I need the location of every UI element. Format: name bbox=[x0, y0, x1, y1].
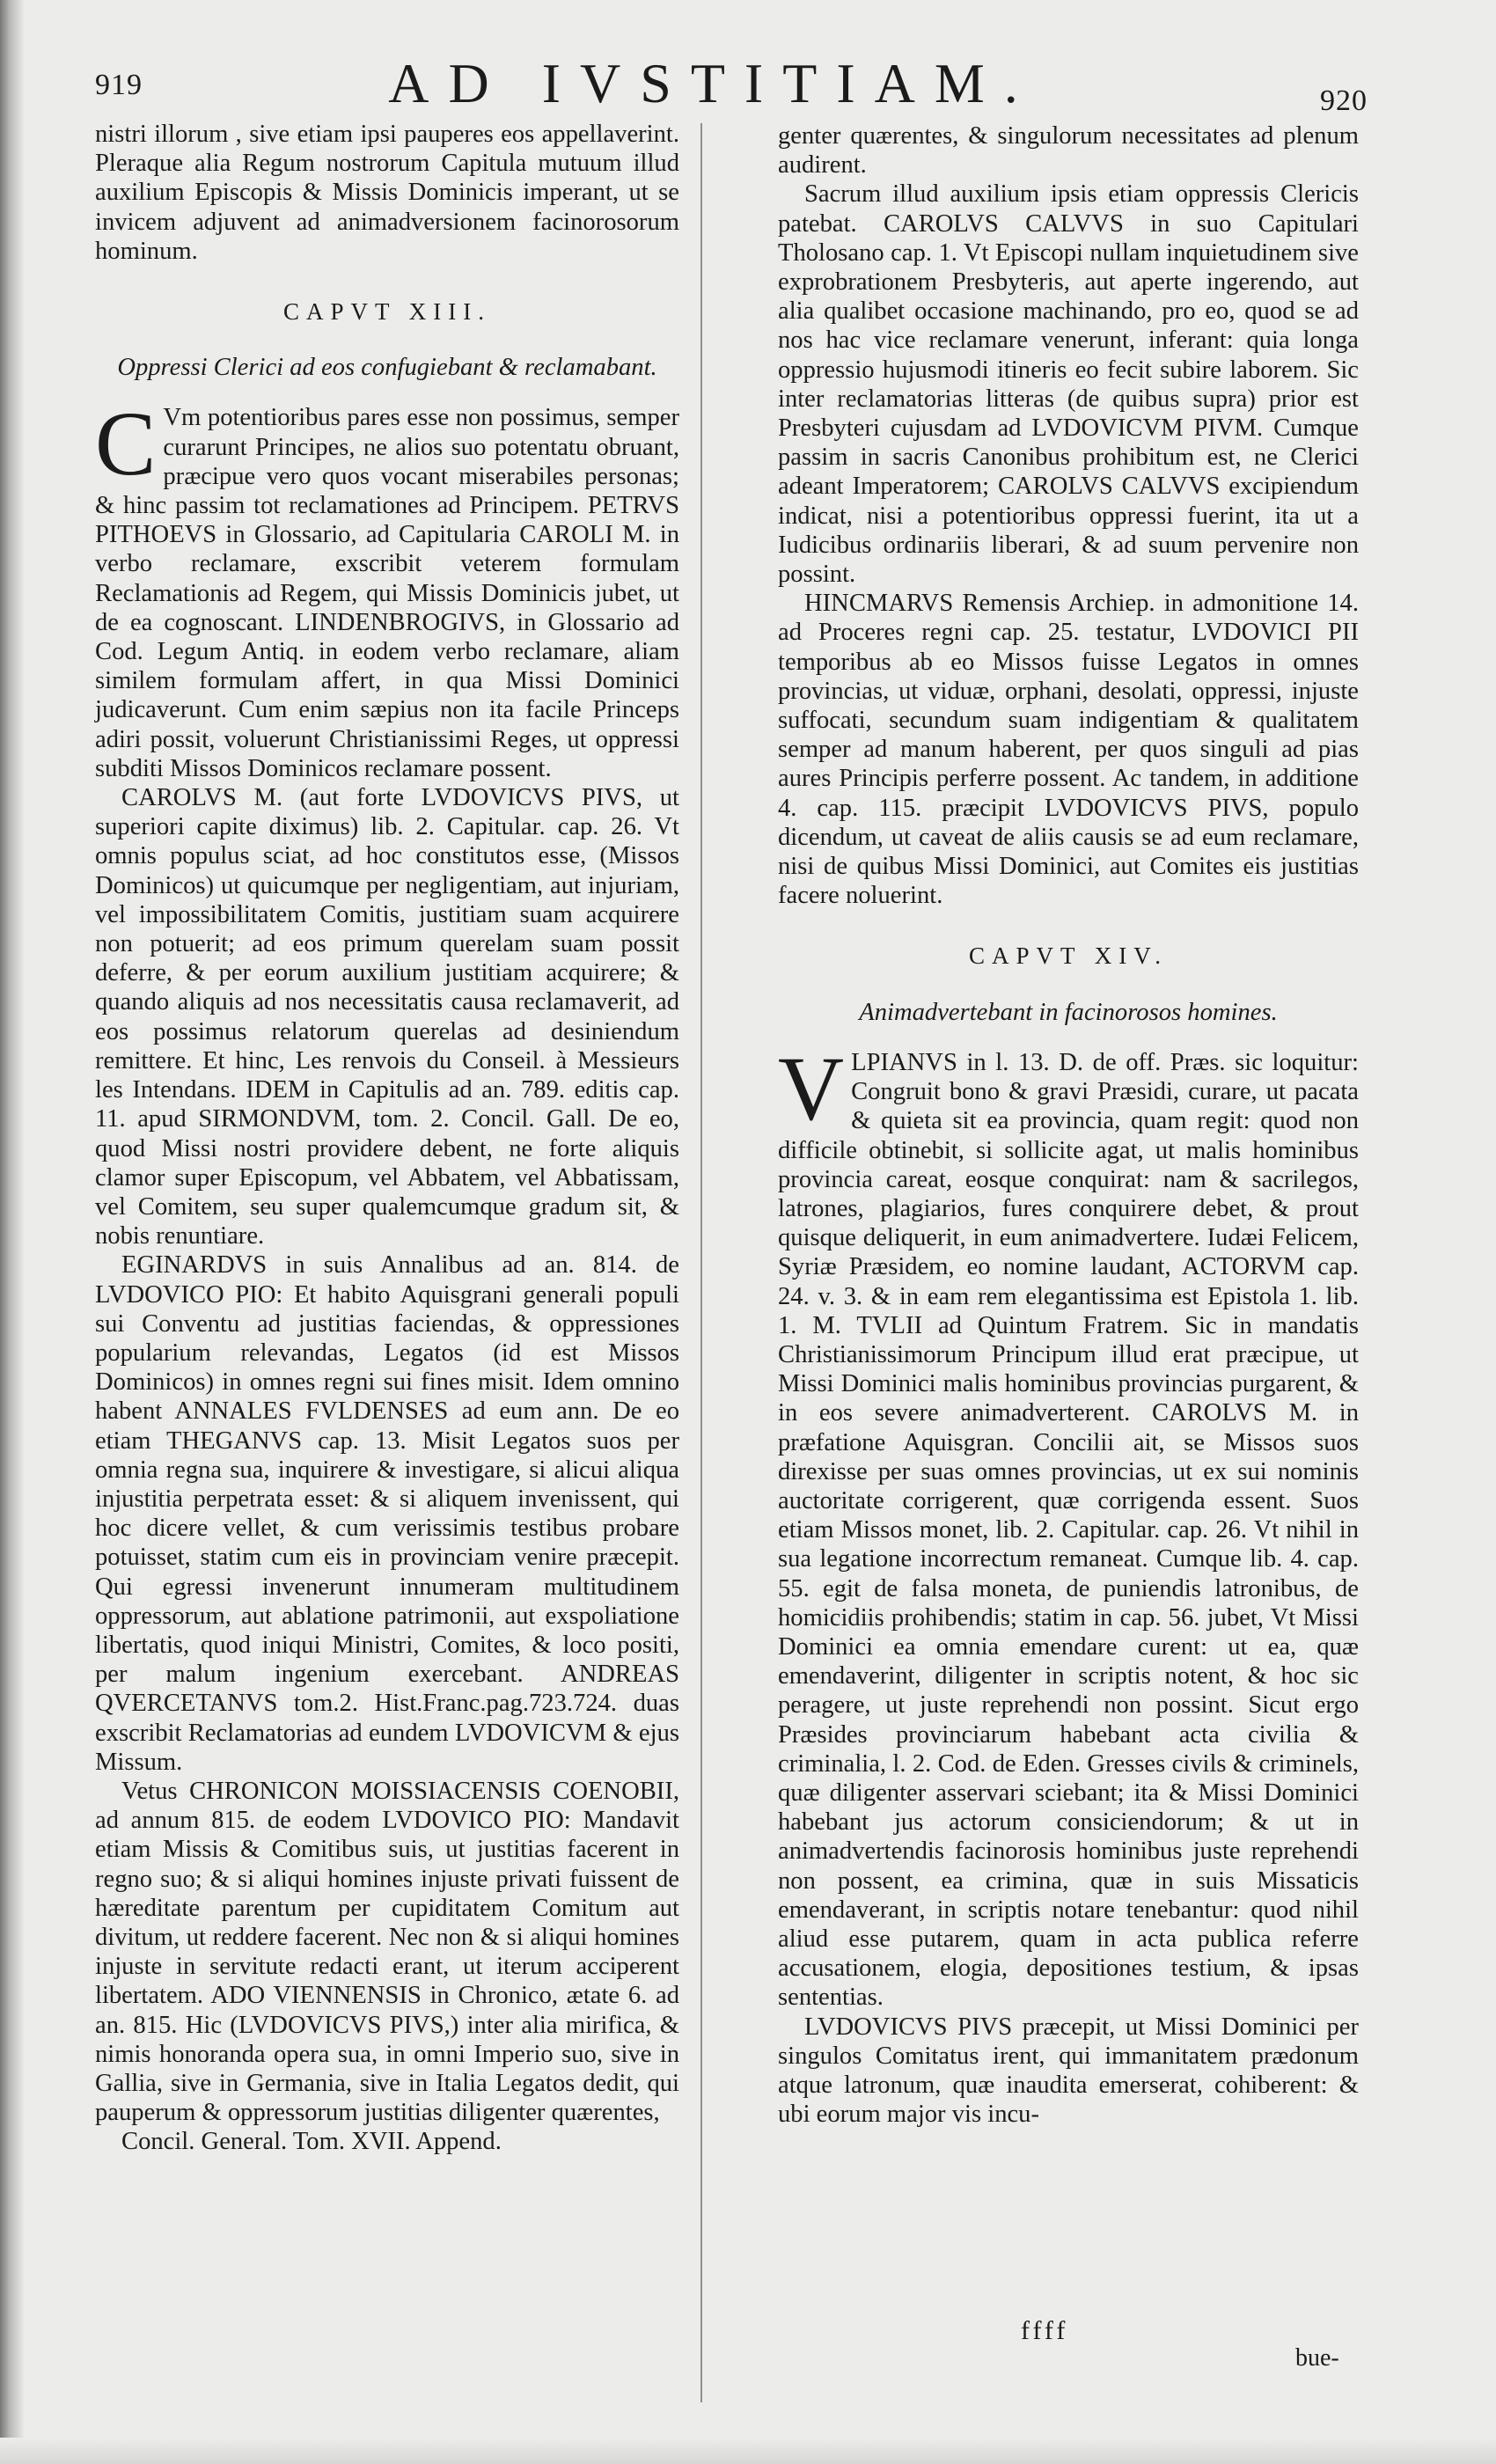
chapter-subtitle: Animadvertebant in facinorosos homines. bbox=[859, 998, 1278, 1026]
paragraph: Vetus CHRONICON MOISSIACENSIS COENOBII, ad annum 815. de eodem LVDOVICO PIO: Mandavit etiam Missis & Comitibus suis, ut justitias facerent in regno suo; & si aliqui homines injuste privati fuissent de hæreditate parentum per cupiditatem Comitum aut divitum, ut reddere facerent. Nec non & si aliqui homines injuste in servitute redacti erant, ut iterum acciperent libertatem. ADO VIENNENSIS in Chronico, ætate 6. ad an. 815. Hic (LVDOVICVS PIVS,) inter alia mirifica, & nimis honoranda opera sua, in omni Imperio suo, sive in Gallia, sive in Germania, sive in Italia Legatos dedit, qui pauperum & oppressorum justitias diligenter quærentes, bbox=[95, 1777, 679, 2127]
paragraph: CAROLVS M. (aut forte LVDOVICVS PIVS, ut superiori capite diximus) lib. 2. Capitular. cap. 26. Vt omnis populus sciat, ad hoc constitutos esse, (Missos Dominicos) ut quicumque per negligentiam, aut injuriam, vel impossibilitatem Comitis, justitiam suam acquirere non potuerit; ad eos primum querelam suam possit deferre, & per eorum auxilium justitiam acquirere; & quando aliquis ad nos necessitatis causa reclamaverit, ad eos possimus relatorum querelas ad desiniendum remittere. Et hinc, Les renvois du Conseil. à Messieurs les Intendans. IDEM in Capitulis ad an. 789. editis cap. 11. apud SIRMONDVM, tom. 2. Concil. Gall. De eo, quod Missi nostri providere debent, ne forte aliquis clamor super Episcopum, vel Abbatem, vel Abbatissam, vel Comitem, seu super qualemcumque gradum sit, & nobis renuntiare. bbox=[95, 784, 679, 1250]
paragraph: LVDOVICVS PIVS præcepit, ut Missi Dominici per singulos Comitatus irent, qui immanitatem prædonum atque latronum, quæ inaudita emerserat, cohiberent: & ubi eorum major vis incu- bbox=[778, 2013, 1359, 2129]
page-number-right: 920 bbox=[1320, 84, 1368, 117]
page-number-left: 919 bbox=[95, 69, 143, 101]
paragraph: nistri illorum , sive etiam ipsi pauperes eos appellaverint. Pleraque alia Regum nostrorum Capitula mutuum illud auxilium Episcopis & Missis Dominicis imperant, ut se invicem adjuvent ad animadversionem facinorosorum hominum. bbox=[95, 121, 679, 265]
catchword: bue- bbox=[1295, 2344, 1339, 2372]
footer-note: Concil. General. Tom. XVII. Append. bbox=[121, 2128, 502, 2156]
signature-mark: ffff bbox=[1021, 2316, 1069, 2345]
column-right bbox=[778, 121, 1359, 2129]
binding-shadow bbox=[0, 0, 25, 2464]
paragraph: Sacrum illud auxilium ipsis etiam oppressis Clericis patebat. CAROLVS CALVVS in suo Capitulari Tholosano cap. 1. Vt Episcopi nullam inquietudinem sive exprobrationem Presbyteris, aut aperte ingerendo, aut alia qualibet occasione machinando, pro eo, quod se ad nos hac vice reclamare venerunt, inferant: quia longa oppressio hujusmodi itineris eo fecit subire laborem. Sic inter reclamatorias litteras (de quibus supra) prior est Presbyteri cujusdam ad LVDOVICVM PIVM. Cumque passim in sacris Canonibus prohibitum est, ne Clerici adeant Imperatorem; CAROLVS CALVVS excipiendum indicat, nisi a potentioribus oppressi fuerint, ita ut a Iudicibus ordinariis liberari, & ad suum pervenire non possint. bbox=[778, 180, 1359, 589]
column-left bbox=[95, 120, 679, 2157]
chapter-heading: CAPVT XIII. bbox=[283, 298, 491, 326]
paragraph-initial: VLPIANVS in l. 13. D. de off. Præs. sic loquitur: Congruit bono & gravi Præsidi, curare, ut pacata & quieta sit ea provincia, quam regit: quod non difficile obtinebit, si sollicite agat, ut malis hominibus provincia careat, eosque conquirat: nam & sacrilegos, latrones, plagiarios, fures conquirere debet, & prout quisque deliquerit, in eum animadvertere. Iudæi Felicem, Syriæ Præsidem, eo nomine laudant, ACTORVM cap. 24. v. 3. & in eam rem elegantissima est Epistola 1. lib. 1. M. TVLII ad Quintum Fratrem. Sic in mandatis Christianissimorum Principum illud erat præcipue, ut Missi Dominici malis hominibus provincias purgarent, & in eos severe animadverterent. CAROLVS M. in præfatione Aquisgran. Concilii ait, se Missos suos direxisse per suas omnes provincias, ut ex sui nominis auctoritate corrigerent, quæ corrigenda essent. Suos etiam Missos monet, lib. 2. Capitular. cap. 26. Vt nihil in sua legatione incorrectum remaneat. Cumque lib. 4. cap. 55. egit de falsa moneta, de puniendis latronibus, de homicidiis prohibendis; statim in cap. 56. jubet, Vt Missi Dominici ea omnia emendare curent: ut ea, quæ emendaverint, diligenter in scriptis notent, & hoc sic peragere, ut juste reprehendi non possint. Sicut ergo Præsides provinciarum habebant acta civilia & criminalia, l. 2. Cod. de Eden. Gresses civils & criminels, quæ diligenter asservari sciebant; ita & Missi Dominici habebant jus actorum consiciendorum; & ut in animadvertendis facinorosis hominibus juste reprehendi non possent, ea crimina, quæ in suis Missaticis emendaverant, in scriptis notare tenebantur: quod nihil aliud esse putarem, quam in acta publica referre accusationem, elogia, depositiones testium, & ipsas sententias. bbox=[778, 1038, 1359, 2012]
paragraph-initial: CVm potentioribus pares esse non possimus, semper curarunt Principes, ne alios suo potentatu obruant, præcipue vero quos vocant miserabiles personas; & hinc passim tot reclamationes ad Principem. PETRVS PITHOEVS in Glossario, ad Capitularia CAROLI M. in verbo reclamare, exscribit veterem formulam Reclamationis ad Regem, qui Missis Dominicis jubet, ut de ea cognoscant. LINDENBROGIVS, in Glossario ad Cod. Legum Antiq. in eodem verbo reclamare, aliam similem formulam affert, in qua Missi Dominici judicaverunt. Cum enim sæpius non ita facile Princeps adiri possit, voluerunt Christianissimi Reges, ut oppressi subditi Missos Dominicos reclamare possent. bbox=[95, 393, 679, 782]
page-edge-shadow bbox=[0, 2438, 1496, 2464]
paragraph: genter quærentes, & singulorum necessitates ad plenum audirent. bbox=[778, 122, 1359, 180]
column-divider bbox=[700, 123, 702, 2402]
chapter-subtitle: Oppressi Clerici ad eos confugiebant & reclamabant. bbox=[117, 354, 657, 382]
paragraph: HINCMARVS Remensis Archiep. in admonitione 14. ad Proceres regni cap. 25. testatur, LVDOVICI PII temporibus ab eo Missos fuisse Legatos in omnes provincias, ut viduæ, orphani, desolati, oppressi, injuste suffocati, secundum suam indigentiam & qualitatem semper ad manum haberent, per quos singuli ad pias aures Principis perferre possent. Ac tandem, in additione 4. cap. 115. præcipit LVDOVICVS PIVS, populo dicendum, ut caveat de aliis causis se ad eum reclamare, nisi de quibus Missi Dominici, aut Comites eis justitias facere noluerint. bbox=[778, 590, 1359, 910]
page-header bbox=[0, 51, 1496, 121]
running-title: AD IVSTITIAM. bbox=[388, 52, 1038, 114]
chapter-heading: CAPVT XIV. bbox=[968, 942, 1169, 970]
paragraph: EGINARDVS in suis Annalibus ad an. 814. de LVDOVICO PIO: Et habito Aquisgrani generali populi sui Conventu ad justitias faciendas, & oppressiones popularium relevandas, Legatos (id est Missos Dominicos) in omnes regni sui fines misit. Idem omnino habent ANNALES FVLDENSES ad eum ann. De eo etiam THEGANVS cap. 13. Misit Legatos suos per omnia regna sua, inquirere & investigare, si alicui aliqua injustitia perpetrata esset: & si aliquem invenissent, qui hoc dicere vellet, & cum verissimis testibus probare potuisset, statim cum eis in provinciam venire præcepit. Qui egressi invenerunt innumeram multitudinem oppressorum, aut ablatione patrimonii, aut exspoliatione libertatis, quod iniqui Ministri, Comites, & loco positi, per malum ingenium exercebant. ANDREAS QVERCETANVS tom.2. Hist.Franc.pag.723.724. duas exscribit Reclamatorias ad eundem LVDOVICVM & ejus Missum. bbox=[95, 1251, 679, 1776]
